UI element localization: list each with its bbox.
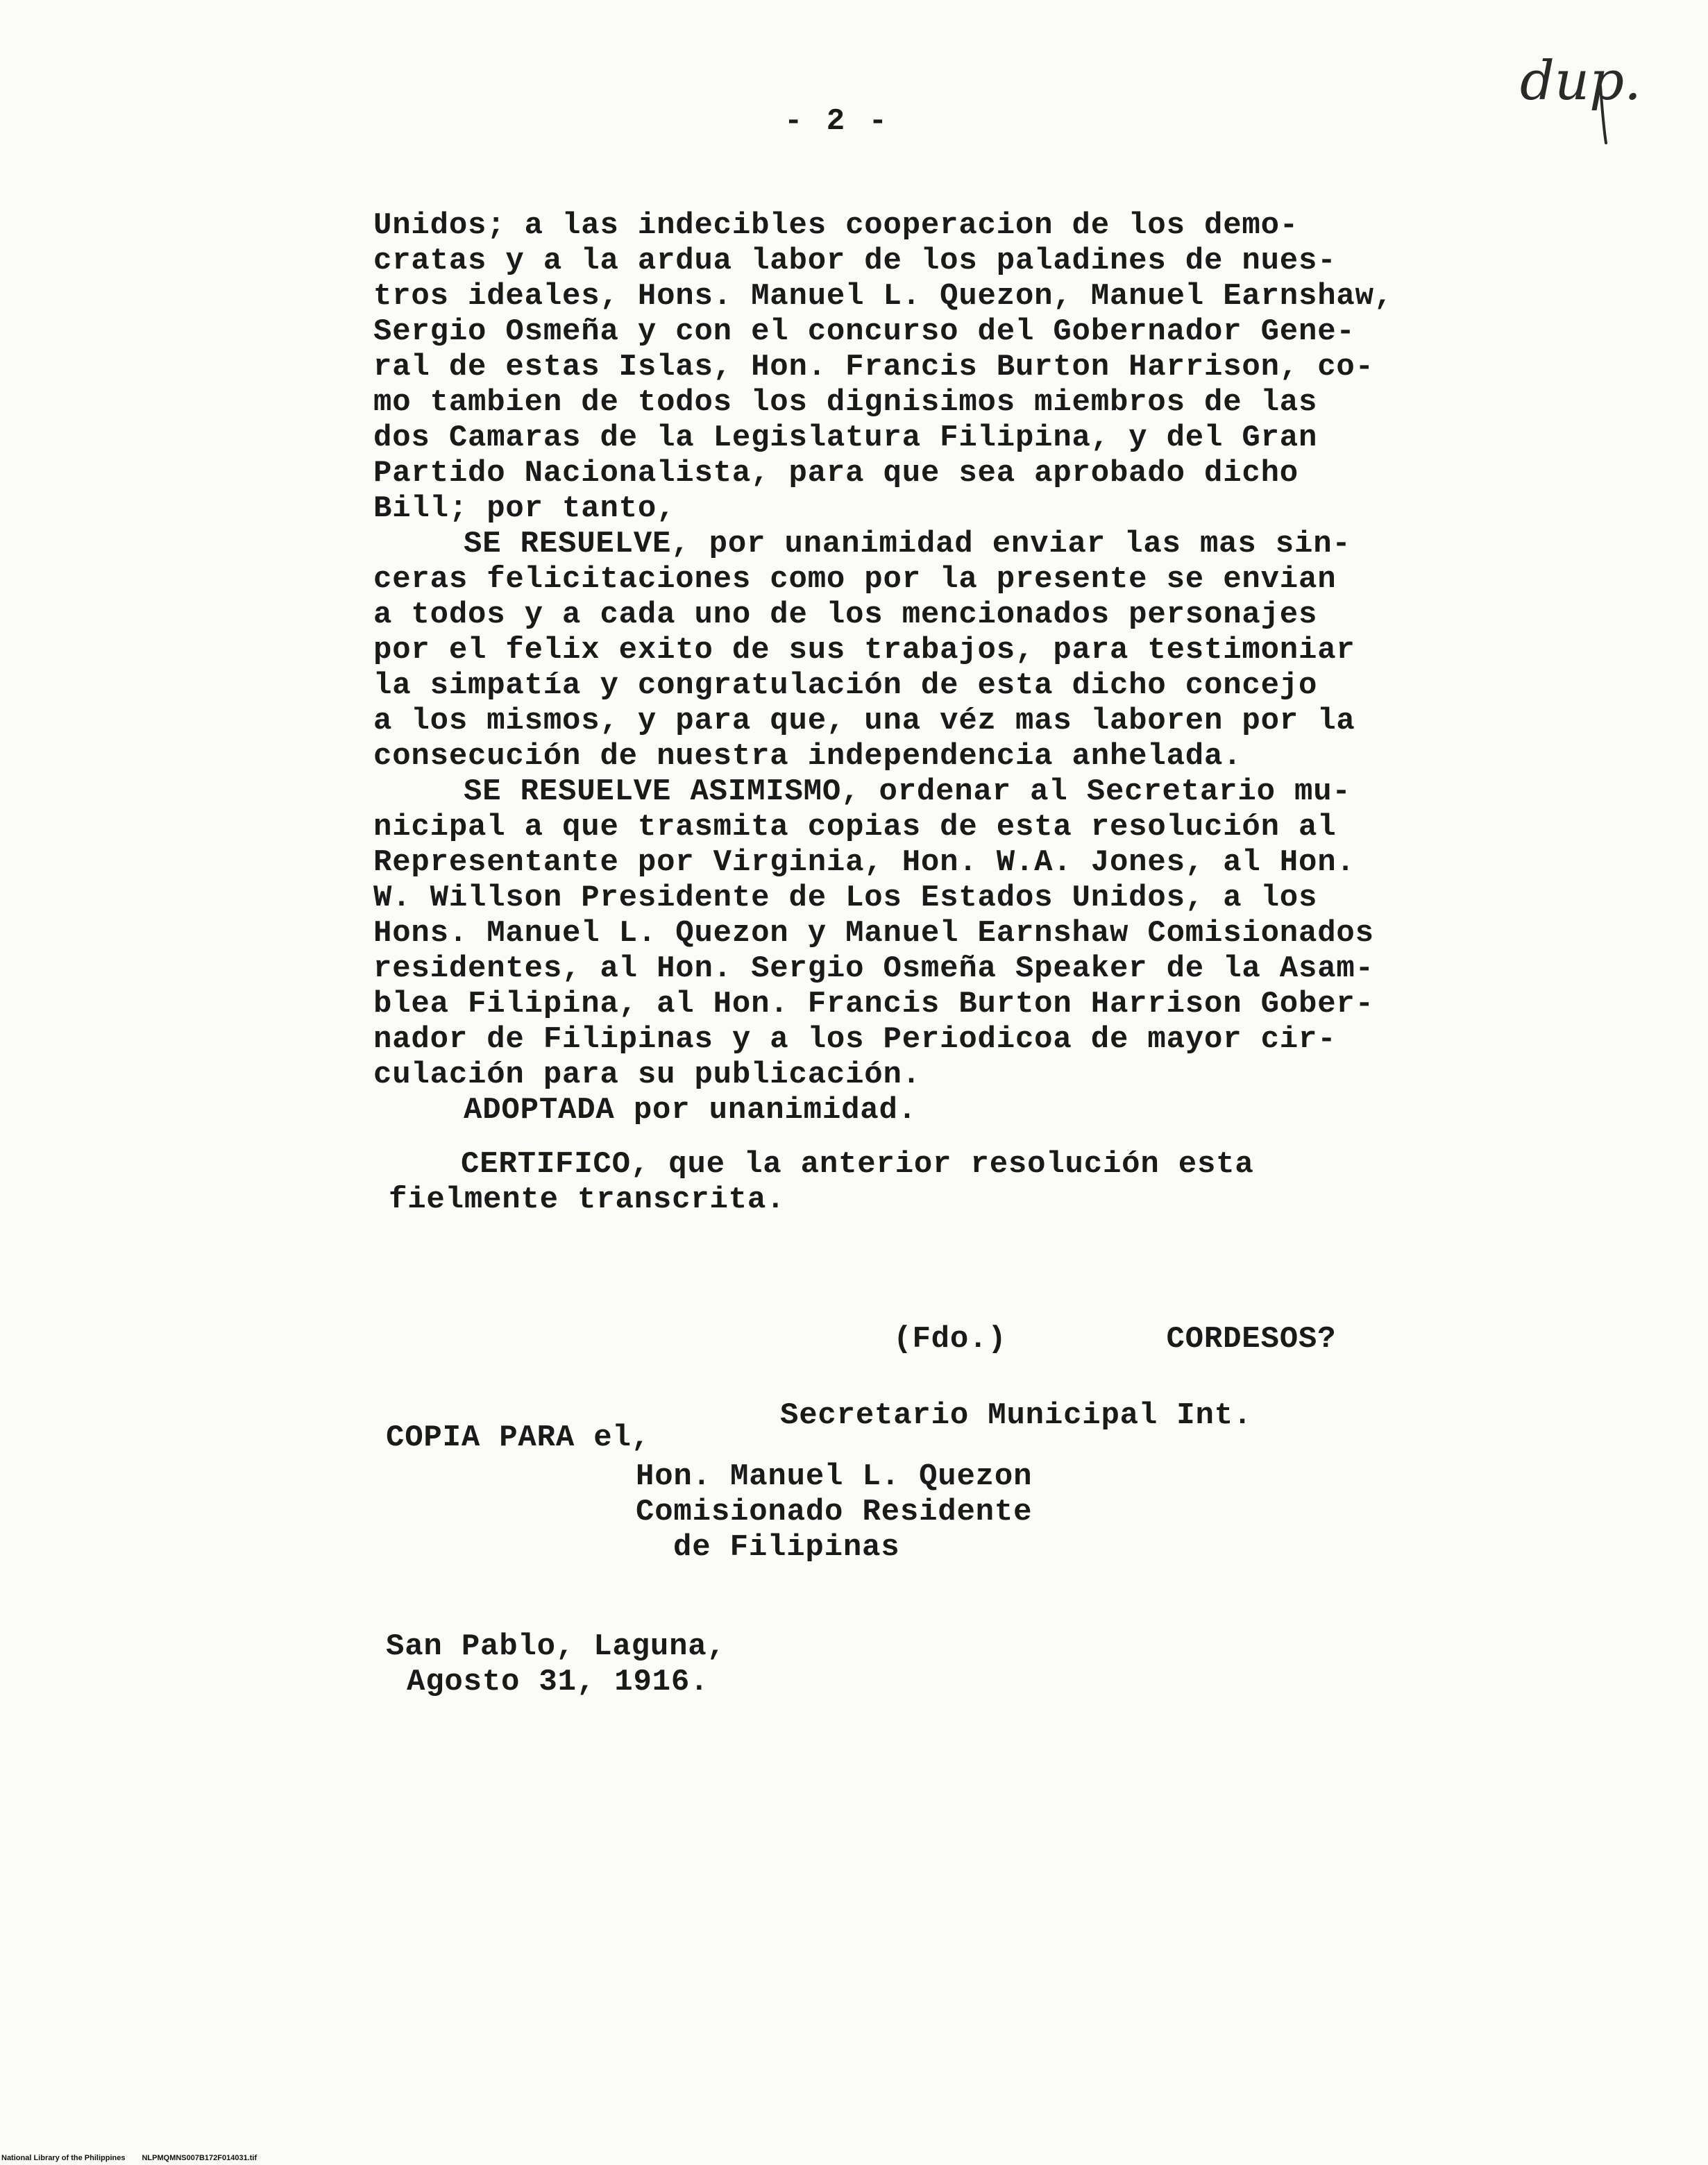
library-name: National Library of the Philippines — [1, 2154, 126, 2162]
handwritten-stroke-icon — [1596, 83, 1617, 146]
body-line: Representante por Virginia, Hon. W.A. Jones, al Hon. — [373, 845, 1355, 880]
body-line: Unidos; a las indecibles cooperacion de los demo- — [373, 208, 1299, 243]
body-line: a los mismos, y para que, una véz mas laboren por la — [373, 704, 1355, 738]
copy-to-label: COPIA PARA el, — [386, 1420, 650, 1455]
body-line: Sergio Osmeña y con el concurso del Gobernador Gene- — [373, 314, 1355, 349]
handwritten-annotation: dup. — [1520, 50, 1641, 112]
body-line: Partido Nacionalista, para que sea aprobado dicho — [373, 456, 1299, 491]
certification-line: CERTIFICO, que la anterior resolución esta — [461, 1147, 1254, 1182]
body-line: Hons. Manuel L. Quezon y Manuel Earnshaw Comisionados — [373, 916, 1374, 951]
body-line: consecución de nuestra independencia anhelada. — [373, 739, 1242, 774]
addressee-line: de Filipinas — [673, 1530, 900, 1565]
addressee-line: Hon. Manuel L. Quezon — [636, 1459, 1033, 1494]
body-line: dos Camaras de la Legislatura Filipina, y del Gran — [373, 421, 1318, 455]
body-line: cratas y a la ardua labor de los paladines de nues- — [373, 244, 1337, 278]
body-line-adoptada: ADOPTADA por unanimidad. — [464, 1093, 917, 1128]
body-line-resolve-asimismo: SE RESUELVE ASIMISMO, ordenar al Secretario mu- — [464, 774, 1351, 809]
body-line-resolve: SE RESUELVE, por unanimidad enviar las mas sin- — [464, 527, 1351, 561]
body-line: blea Filipina, al Hon. Francis Burton Harrison Gober- — [373, 987, 1374, 1021]
date: Agosto 31, 1916. — [407, 1665, 709, 1699]
body-line: a todos y a cada uno de los mencionados personajes — [373, 597, 1318, 632]
file-name: NLPMQMNS007B172F014031.tif — [142, 2154, 257, 2162]
page-number: - 2 - — [784, 104, 890, 139]
place: San Pablo, Laguna, — [386, 1629, 726, 1664]
signature-fdo: (Fdo.) — [893, 1322, 1007, 1357]
certification — [389, 1146, 1254, 1217]
addressee-block — [636, 1459, 1032, 1565]
body-line: W. Willson Presidente de Los Estados Unidos, a los — [373, 881, 1318, 915]
body-line: tros ideales, Hons. Manuel L. Quezon, Manuel Earnshaw, — [373, 279, 1394, 314]
place-date-block — [386, 1628, 726, 1699]
certification-line: fielmente transcrita. — [389, 1182, 786, 1217]
addressee-line: Comisionado Residente — [636, 1495, 1033, 1529]
signature-name: CORDESOS? — [1166, 1322, 1337, 1357]
body-line: culación para su publicación. — [373, 1058, 921, 1092]
body-line: Bill; por tanto, — [373, 491, 676, 526]
body-line: la simpatía y congratulación de esta dicho concejo — [373, 668, 1318, 703]
body-line: por el felix exito de sus trabajos, para testimoniar — [373, 633, 1355, 668]
resolution-body — [373, 208, 1414, 1128]
body-line: residentes, al Hon. Sergio Osmeña Speaker de la Asam- — [373, 951, 1374, 986]
signature-title: Secretario Municipal Int. — [780, 1398, 1253, 1433]
body-line: ral de estas Islas, Hon. Francis Burton Harrison, co- — [373, 350, 1374, 384]
body-line: nador de Filipinas y a los Periodicoa de mayor cir- — [373, 1022, 1337, 1057]
signature-block — [780, 1282, 1336, 1435]
body-line: nicipal a que trasmita copias de esta resolución al — [373, 810, 1337, 844]
body-line: ceras felicitaciones como por la presente se envian — [373, 562, 1337, 597]
archive-footer — [1, 2154, 257, 2162]
body-line: mo tambien de todos los dignisimos miembros de las — [373, 385, 1318, 420]
